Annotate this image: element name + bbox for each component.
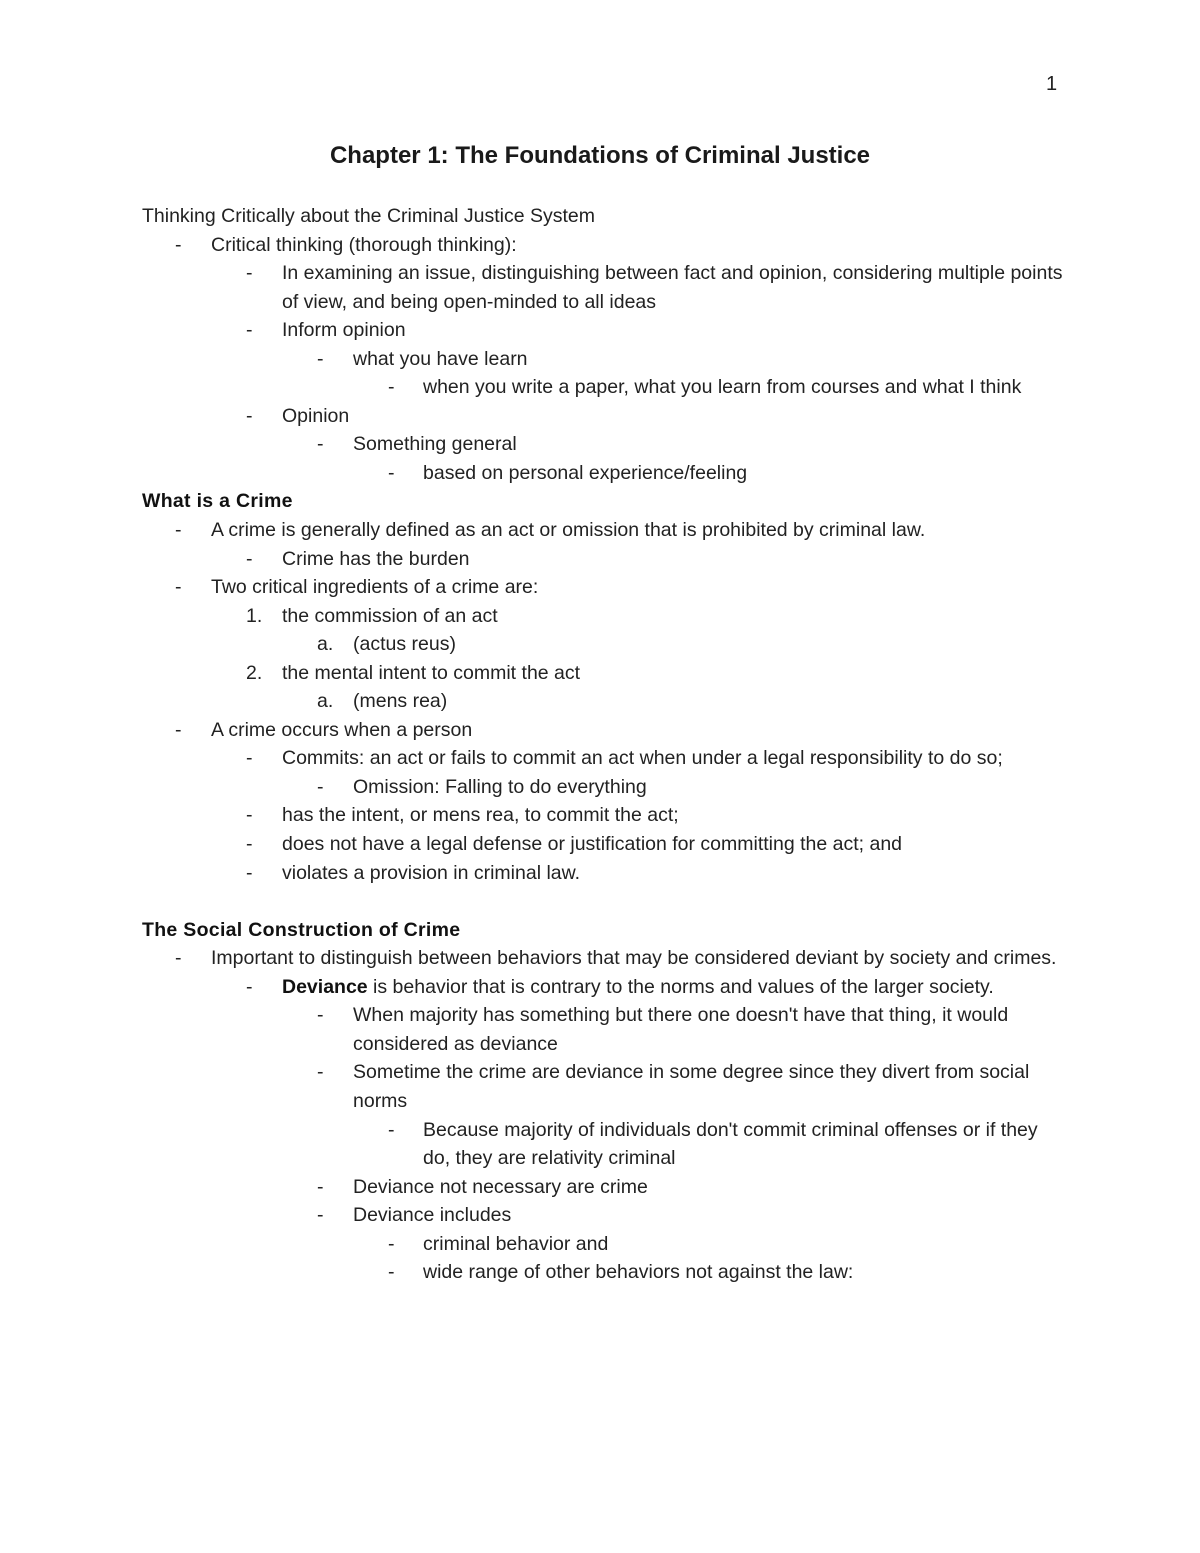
bullet-dash: -: [317, 775, 324, 798]
blank-line: [142, 887, 1067, 916]
bullet-dash: -: [175, 718, 182, 741]
bullet-dash: -: [246, 975, 253, 998]
page-title: Chapter 1: The Foundations of Criminal Justice: [329, 142, 871, 169]
list-item: [142, 716, 1067, 745]
item-text: Thinking Critically about the Criminal Justice System: [142, 205, 595, 227]
item-text: Because majority of individuals don't commit criminal offenses or if they do, they are relativity criminal: [423, 1118, 1038, 1170]
list-item: [142, 545, 1067, 574]
bullet-dash: -: [175, 576, 182, 599]
list-item: [142, 602, 1067, 631]
item-text: Omission: Falling to do everything: [353, 775, 647, 798]
list-item: [142, 402, 1067, 431]
page-number: 1: [1046, 73, 1058, 95]
bullet-dash: -: [317, 1004, 324, 1027]
bullet-dash: -: [317, 347, 324, 370]
list-item: [142, 430, 1067, 459]
bullet-dash: -: [388, 1118, 395, 1141]
item-text: (mens rea): [353, 690, 448, 713]
list-item: [142, 944, 1067, 973]
item-text: criminal behavior and: [423, 1232, 609, 1255]
list-item: [142, 345, 1067, 374]
item-text: based on personal experience/feeling: [423, 461, 748, 484]
list-item: [142, 744, 1067, 773]
list-item: [142, 516, 1067, 545]
bullet-dash: -: [388, 461, 395, 484]
item-text: In examining an issue, distinguishing between fact and opinion, considering multiple points of view, and being open-minded to all ideas: [282, 262, 1063, 313]
bold-term: Deviance: [282, 975, 368, 998]
item-text: Critical thinking (thorough thinking):: [211, 233, 517, 256]
list-item: [142, 316, 1067, 345]
bullet-dash: -: [246, 404, 253, 427]
list-item: [142, 1201, 1067, 1230]
notes-body: [142, 202, 1067, 1287]
list-item: [142, 830, 1067, 859]
list-item: [142, 1173, 1067, 1202]
bullet-dash: -: [246, 547, 253, 570]
bullet-dash: -: [175, 233, 182, 256]
item-text: when you write a paper, what you learn from courses and what I think: [423, 376, 1022, 399]
list-number: a.: [317, 690, 334, 713]
list-item: [142, 573, 1067, 602]
item-text: does not have a legal defense or justification for committing the act; and: [282, 833, 903, 856]
item-text: what you have learn: [353, 347, 528, 370]
outline-heading: [142, 202, 1067, 231]
item-text: The Social Construction of Crime: [142, 918, 461, 941]
list-number: 2.: [246, 661, 263, 684]
item-text: the mental intent to commit the act: [282, 661, 581, 684]
item-text: (actus reus): [353, 633, 456, 656]
item-text: Commits: an act or fails to commit an act when under a legal responsibility to do so;: [282, 747, 1003, 770]
item-text: Important to distinguish between behaviors that may be considered deviant by society and crimes.: [211, 947, 1057, 970]
list-item: [142, 1001, 1067, 1058]
item-text: What is a Crime: [142, 490, 293, 513]
bullet-dash: -: [175, 947, 182, 970]
list-item: [142, 1230, 1067, 1259]
section-heading: [142, 487, 1067, 516]
section-heading: [142, 916, 1067, 945]
item-text: Deviance includes: [353, 1204, 512, 1227]
list-item: [142, 259, 1067, 316]
list-item: [142, 773, 1067, 802]
item-text: Deviance not necessary are crime: [353, 1175, 648, 1198]
list-item: [142, 1116, 1067, 1173]
list-item: [142, 231, 1067, 260]
list-item: [142, 659, 1067, 688]
list-number: a.: [317, 633, 334, 656]
bullet-dash: -: [246, 262, 253, 285]
list-item: [142, 687, 1067, 716]
item-text: Sometime the crime are deviance in some degree since they divert from social norms: [353, 1061, 1030, 1112]
bullet-dash: -: [317, 1175, 324, 1198]
item-text: has the intent, or mens rea, to commit the act;: [282, 804, 679, 827]
item-text: A crime is generally defined as an act or omission that is prohibited by criminal law.: [211, 519, 926, 542]
bullet-dash: -: [246, 804, 253, 827]
bullet-dash: -: [175, 519, 182, 542]
item-text: Opinion: [282, 404, 350, 427]
list-item: [142, 373, 1067, 402]
item-text: wide range of other behaviors not against the law:: [423, 1261, 854, 1284]
bullet-dash: -: [388, 1261, 395, 1284]
bullet-dash: -: [317, 1061, 324, 1084]
list-number: 1.: [246, 604, 263, 627]
list-item: [142, 801, 1067, 830]
item-text: the commission of an act: [282, 604, 498, 627]
list-item: [142, 1058, 1067, 1115]
list-item: [142, 859, 1067, 888]
list-item: [142, 459, 1067, 488]
item-text: Crime has the burden: [282, 547, 470, 570]
bullet-dash: -: [246, 747, 253, 770]
bullet-dash: -: [317, 1204, 324, 1227]
bullet-dash: -: [246, 319, 253, 342]
item-text: Two critical ingredients of a crime are:: [211, 576, 539, 599]
bullet-dash: -: [246, 861, 253, 884]
item-text: violates a provision in criminal law.: [282, 861, 581, 884]
bullet-dash: -: [317, 433, 324, 456]
list-item: [142, 1258, 1067, 1287]
bullet-dash: -: [246, 833, 253, 856]
item-text: A crime occurs when a person: [211, 718, 473, 741]
item-text: When majority has something but there one doesn't have that thing, it would considered as deviance: [353, 1004, 1009, 1055]
item-text: is behavior that is contrary to the norms and values of the larger society.: [367, 975, 994, 998]
list-item: [142, 630, 1067, 659]
bullet-dash: -: [388, 376, 395, 399]
item-text: Something general: [353, 433, 517, 456]
item-text: Inform opinion: [282, 319, 406, 342]
list-item: [142, 973, 1067, 1002]
bullet-dash: -: [388, 1232, 395, 1255]
